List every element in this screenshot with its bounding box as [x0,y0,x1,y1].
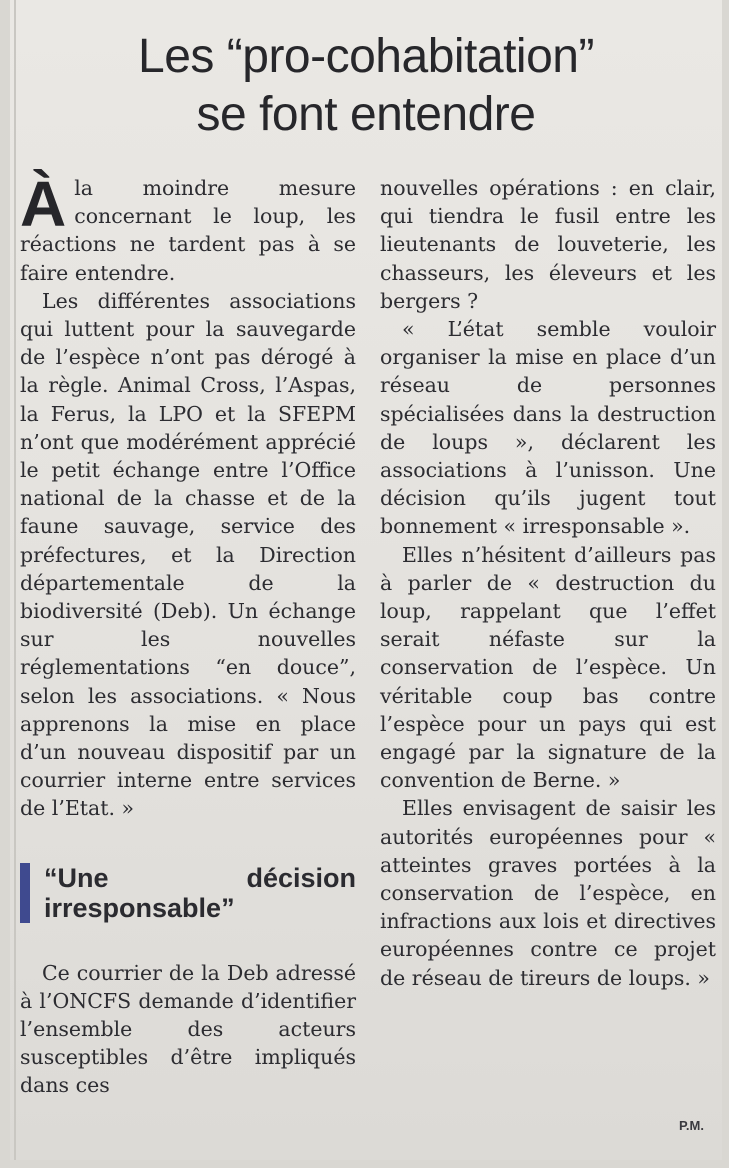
intro-paragraph [20,168,356,287]
left-column [20,168,356,1100]
drop-cap: À [20,168,67,240]
subheading-text: “Une décision irresponsable” [44,862,356,923]
paragraph-autorites: Elles envisagent de saisir les autorités européennes pour « atteintes graves portées à la conservation de l’espèce, en infractions aux lois et directives européennes contre ce projet de réseau de tireurs de loups. » [380,796,716,990]
paragraph-quote-etat: « L’état semble vouloir organiser la mise en place d’un réseau de personnes spécialisées dans la destruction de loups », déclarent les associations à l’unisson. Une décision qu’ils jugent tout bonnement « irresponsable ». [380,317,716,539]
newspaper-clipping [10,0,722,1160]
author-signature: P.M. [678,1118,704,1133]
subheading-accent-bar [20,863,30,923]
intro-text: la moindre mesure concernant le loup, les réactions ne tardent pas à se faire entendre. [20,176,356,285]
headline [10,28,722,144]
column-edge-rule [14,0,16,1160]
headline-line-2: se font entendre [196,88,536,141]
paragraph-associations: Les différentes associations qui luttent pour la sauvegarde de l’espèce n’ont pas dérogé à la règle. Animal Cross, l’Aspas, la Ferus, la LPO et la SFEPM n’ont que modérément apprécié le petit échange entre l’Office national de la chasse et de la faune sauvage, service des préfectures, et la Direction départementale de la biodiversité (Deb). Un échange sur les nouvelles réglementations “en douce”, selon les associations. « Nous apprenons la mise en place d’un nouveau dispositif par un courrier interne entre services de l’Etat. » [20,288,356,821]
paragraph-continuation: nouvelles opérations : en clair, qui tiendra le fusil entre les lieutenants de louveterie, les chasseurs, les éleveurs et les bergers ? [380,176,716,313]
headline-line-1: Les “pro-cohabitation” [138,30,594,83]
paragraph-courrier: Ce courrier de la Deb adressé à l’ONCFS demande d’identifier l’ensemble des acteurs susceptibles d’être impliqués dans ces [20,960,356,1098]
right-column [380,174,716,992]
subheading [20,863,356,923]
paragraph-destruction: Elles n’hésitent d’ailleurs pas à parler de « destruction du loup, rappelant que l’effet serait néfaste sur la conservation de l’espèce. Un véritable coup bas contre l’espèce pour un pays qui est engagé par la signature de la convention de Berne. » [380,542,716,793]
